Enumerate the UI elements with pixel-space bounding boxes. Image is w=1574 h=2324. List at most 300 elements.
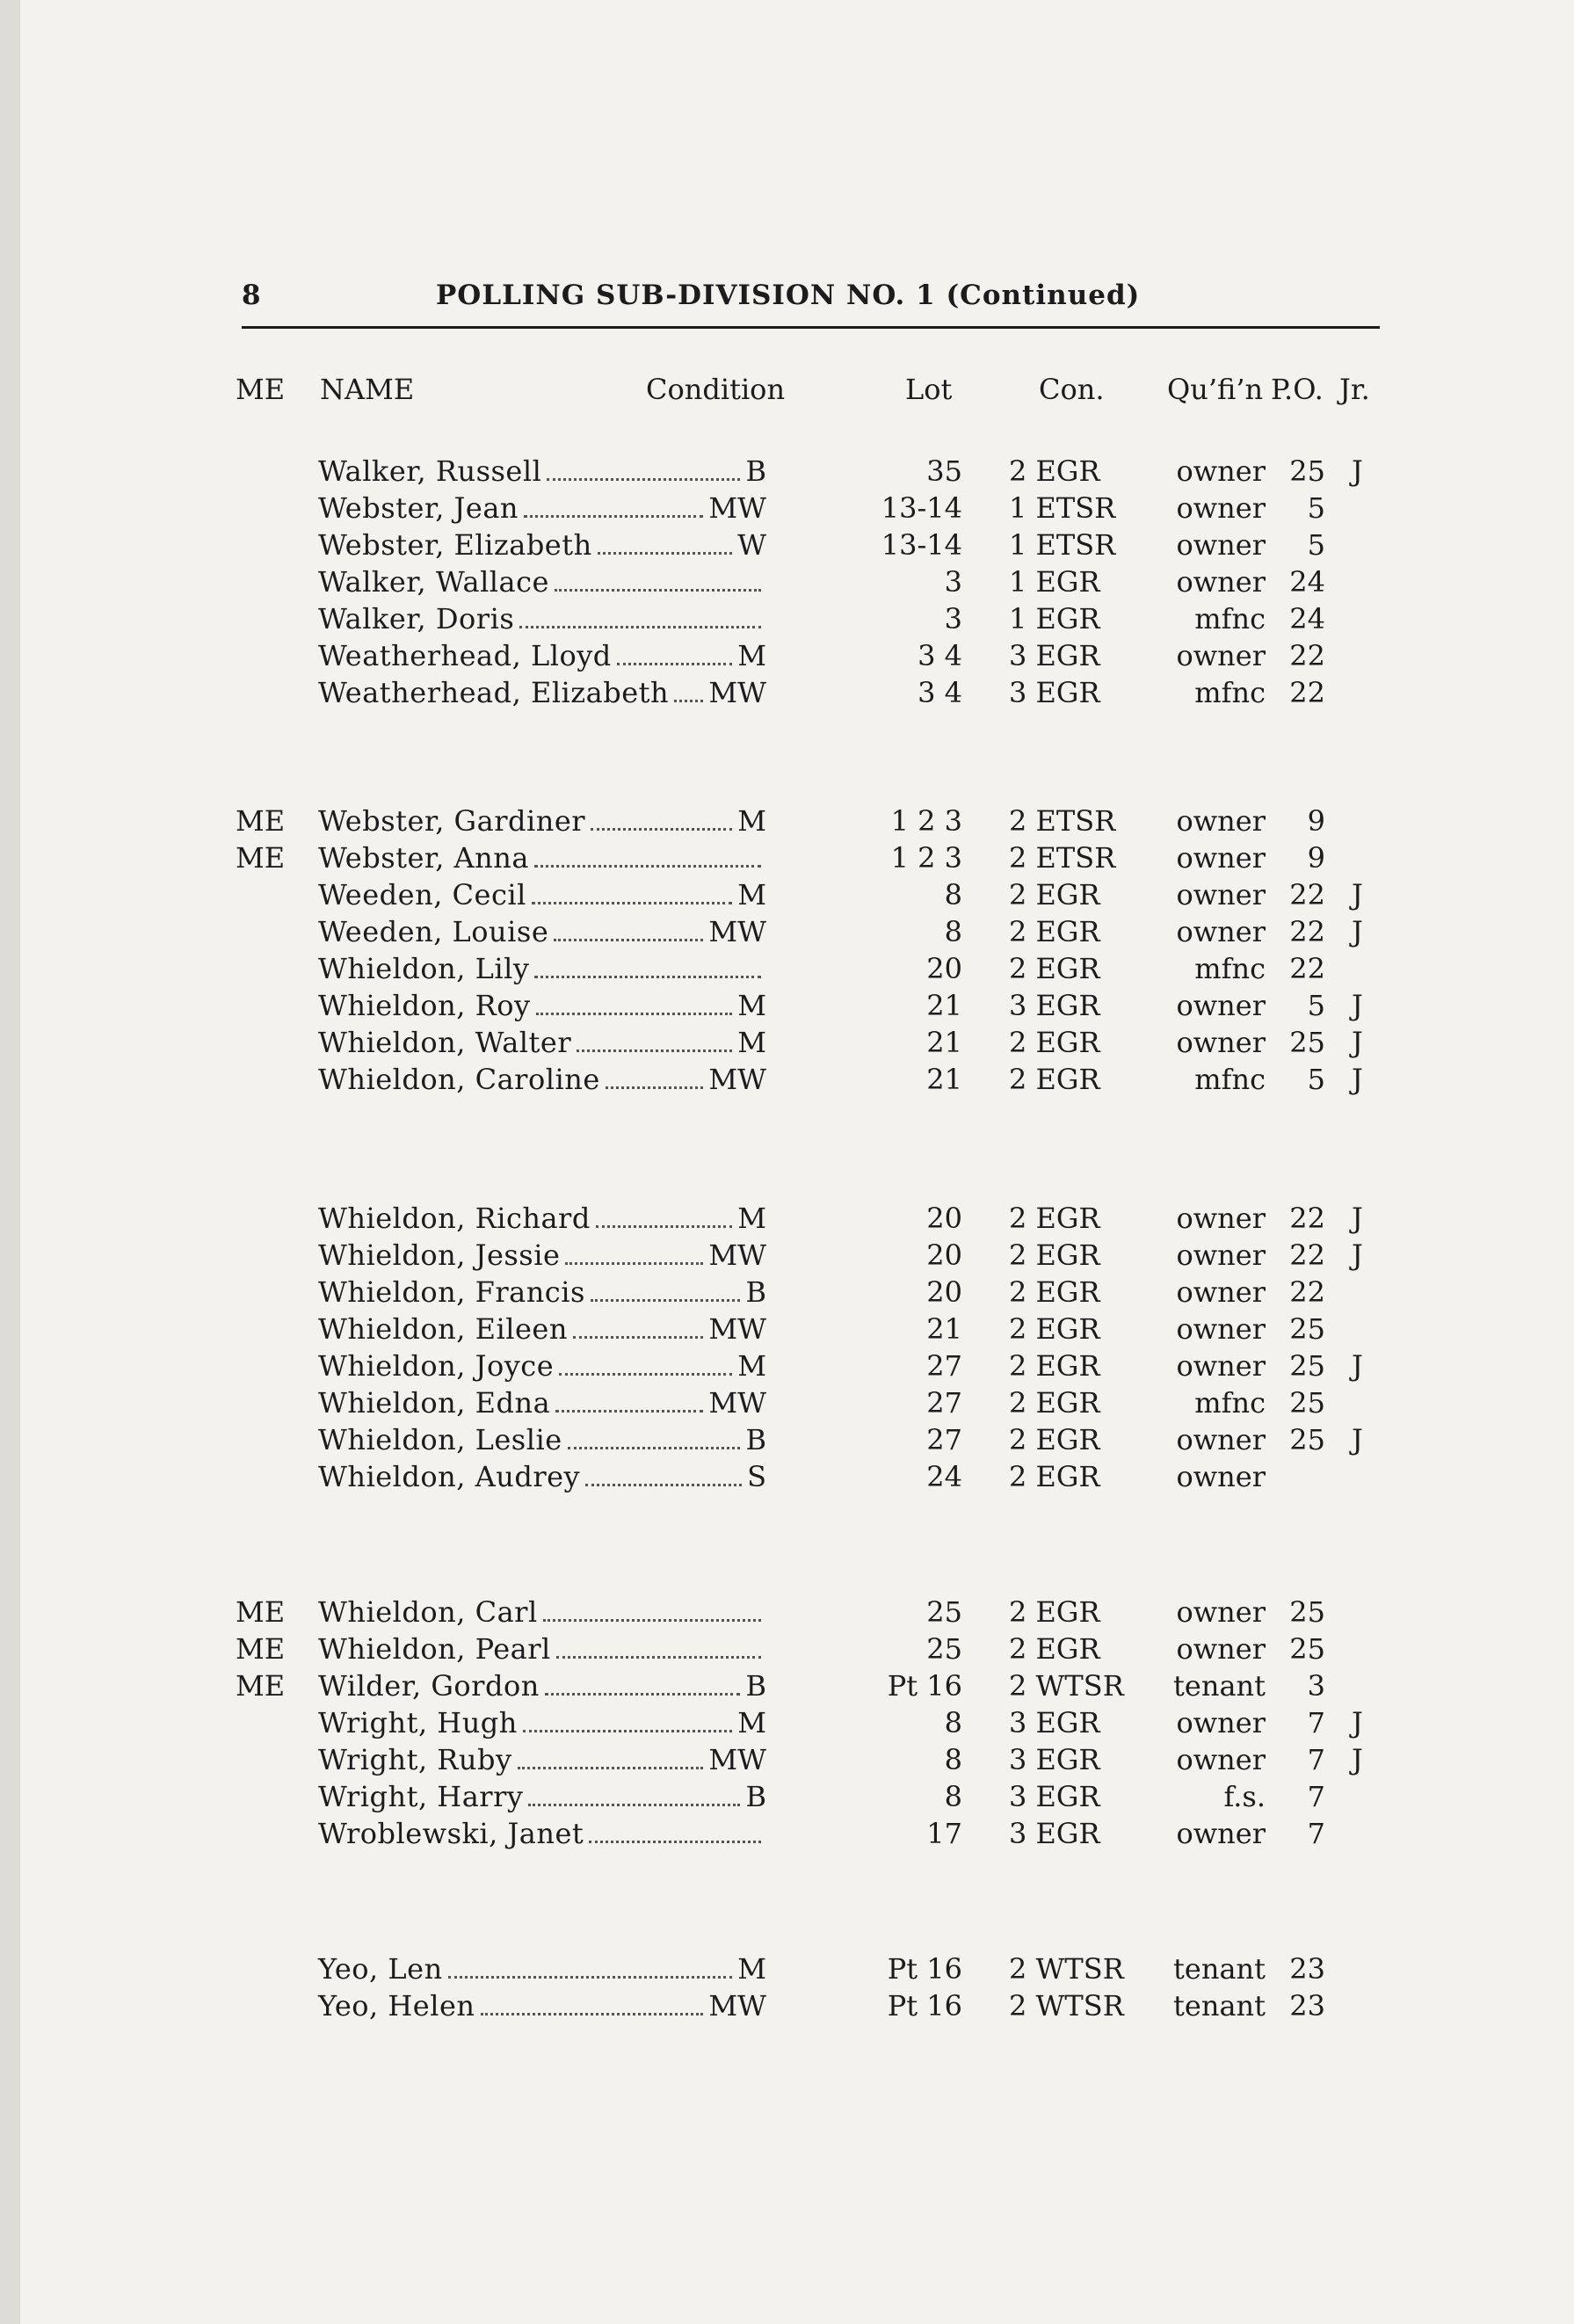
lot: 13-14	[881, 528, 962, 562]
table-row	[0, 1237, 1574, 1274]
qualification: mfnc	[1194, 952, 1266, 985]
lot: 8	[944, 878, 962, 911]
qualification: owner	[1176, 639, 1266, 672]
name-cell	[318, 1987, 766, 2024]
name-cell	[318, 876, 766, 913]
post-office: 22	[1289, 639, 1325, 672]
voter-name: Whieldon, Pearl	[318, 1632, 551, 1666]
post-office: 25	[1289, 1632, 1325, 1666]
post-office: 7	[1307, 1817, 1325, 1850]
leader-dots	[556, 1631, 761, 1659]
leader-dots	[573, 1311, 703, 1339]
leader-dots	[518, 1742, 704, 1769]
juror-marker: J	[1352, 1706, 1363, 1739]
lot: 24	[926, 1460, 962, 1493]
concession: 2 EGR	[1009, 1423, 1100, 1456]
condition: MW	[708, 491, 766, 525]
leader-dots	[555, 1385, 703, 1413]
qualification: owner	[1176, 1460, 1266, 1493]
leader-dots	[519, 601, 761, 628]
concession: 1 EGR	[1009, 565, 1100, 599]
post-office: 7	[1307, 1743, 1325, 1776]
juror-marker: J	[1352, 989, 1363, 1022]
condition: M	[737, 1026, 766, 1059]
concession: 2 EGR	[1009, 878, 1100, 911]
lot: 8	[944, 1706, 962, 1739]
concession: 2 EGR	[1009, 1460, 1100, 1493]
qualification: owner	[1176, 1632, 1266, 1666]
leader-dots	[589, 1816, 761, 1843]
concession: 2 EGR	[1009, 952, 1100, 985]
table-row	[0, 1630, 1574, 1667]
condition: M	[737, 1706, 766, 1739]
col-condition: Condition	[646, 373, 786, 406]
table-row	[0, 1421, 1574, 1458]
qualification: owner	[1176, 1312, 1266, 1346]
concession: 2 EGR	[1009, 1026, 1100, 1059]
name-cell	[318, 1237, 766, 1274]
name-cell	[318, 1061, 766, 1098]
name-cell	[318, 490, 766, 527]
table-row	[0, 1704, 1574, 1741]
condition: MW	[708, 1312, 766, 1346]
qualification: owner	[1176, 1706, 1266, 1739]
lot: Pt 16	[887, 1952, 962, 1986]
voter-name: Webster, Elizabeth	[318, 528, 592, 562]
lot: 35	[926, 454, 962, 488]
lot: 20	[926, 1275, 962, 1309]
voter-name: Yeo, Helen	[318, 1989, 475, 2023]
name-cell	[318, 1741, 766, 1778]
lot: 3	[944, 602, 962, 635]
leader-dots	[536, 988, 733, 1015]
post-office: 22	[1289, 878, 1325, 911]
name-cell	[318, 1274, 766, 1311]
table-row	[0, 1024, 1574, 1061]
lot: 21	[926, 1312, 962, 1346]
table-row	[0, 1458, 1574, 1495]
post-office: 22	[1289, 952, 1325, 985]
concession: 2 EGR	[1009, 454, 1100, 488]
concession: 2 EGR	[1009, 1063, 1100, 1096]
table-row	[0, 527, 1574, 563]
post-office: 22	[1289, 915, 1325, 948]
qualification: owner	[1176, 491, 1266, 525]
concession: 3 EGR	[1009, 989, 1100, 1022]
qualification: mfnc	[1194, 1063, 1266, 1096]
name-cell	[318, 1200, 766, 1237]
table-row	[0, 1741, 1574, 1778]
concession: 2 EGR	[1009, 1632, 1100, 1666]
name-cell	[318, 1458, 766, 1495]
concession: 1 ETSR	[1009, 528, 1116, 562]
name-cell	[318, 600, 766, 637]
name-cell	[318, 527, 766, 563]
post-office: 22	[1289, 676, 1325, 709]
name-cell	[318, 1815, 766, 1852]
page-title: POLLING SUB-DIVISION NO. 1 (Continued)	[436, 280, 1141, 311]
concession: 2 WTSR	[1009, 1669, 1124, 1703]
post-office: 5	[1307, 528, 1325, 562]
condition: MW	[708, 1989, 766, 2023]
juror-marker: J	[1352, 878, 1363, 911]
leader-dots	[543, 1594, 761, 1622]
qualification: owner	[1176, 1349, 1266, 1383]
juror-marker: J	[1352, 1743, 1363, 1776]
col-qualification: Qu’fi’n	[1167, 373, 1264, 406]
col-jr: Jr.	[1339, 373, 1370, 406]
condition: MW	[708, 676, 766, 709]
qualification: owner	[1176, 454, 1266, 488]
lot: Pt 16	[887, 1669, 962, 1703]
condition: M	[737, 878, 766, 911]
me-marker: ME	[236, 1632, 286, 1666]
qualification: mfnc	[1194, 602, 1266, 635]
post-office: 25	[1289, 1386, 1325, 1420]
voter-name: Weeden, Cecil	[318, 878, 526, 911]
leader-dots	[547, 454, 740, 481]
juror-marker: J	[1352, 454, 1363, 488]
page-number: 8	[242, 280, 261, 311]
leader-dots	[534, 951, 761, 978]
lot: 1 2 3	[890, 841, 962, 875]
leader-dots	[565, 1238, 703, 1265]
concession: 3 EGR	[1009, 1780, 1100, 1813]
name-cell	[318, 839, 766, 876]
post-office: 23	[1289, 1989, 1325, 2023]
table-row	[0, 1815, 1574, 1852]
lot: 21	[926, 1026, 962, 1059]
voter-name: Whieldon, Francis	[318, 1275, 585, 1309]
name-cell	[318, 453, 766, 490]
post-office: 9	[1307, 841, 1325, 875]
lot: 27	[926, 1349, 962, 1383]
concession: 1 EGR	[1009, 602, 1100, 635]
name-cell	[318, 1421, 766, 1458]
table-row	[0, 1384, 1574, 1421]
qualification: owner	[1176, 1817, 1266, 1850]
post-office: 24	[1289, 565, 1325, 599]
lot: 20	[926, 952, 962, 985]
qualification: owner	[1176, 1202, 1266, 1235]
qualification: tenant	[1173, 1669, 1266, 1703]
voter-name: Whieldon, Walter	[318, 1026, 572, 1059]
name-cell	[318, 950, 766, 987]
concession: 3 EGR	[1009, 1743, 1100, 1776]
condition: W	[737, 528, 766, 562]
post-office: 5	[1307, 1063, 1325, 1096]
condition: MW	[708, 1743, 766, 1776]
leader-dots	[568, 1422, 741, 1449]
voter-name: Whieldon, Jessie	[318, 1238, 561, 1272]
post-office: 22	[1289, 1275, 1325, 1309]
qualification: tenant	[1173, 1952, 1266, 1986]
col-po: P.O.	[1271, 373, 1324, 406]
name-cell	[318, 637, 766, 674]
name-cell	[318, 1778, 766, 1815]
post-office: 22	[1289, 1202, 1325, 1235]
condition: MW	[708, 1238, 766, 1272]
voter-name: Wright, Ruby	[318, 1743, 512, 1776]
table-row	[0, 453, 1574, 490]
table-row	[0, 637, 1574, 674]
concession: 2 EGR	[1009, 1349, 1100, 1383]
condition: B	[745, 1423, 766, 1456]
condition: M	[737, 989, 766, 1022]
lot: 20	[926, 1238, 962, 1272]
condition: M	[737, 1952, 766, 1986]
leader-dots	[598, 527, 732, 555]
table-row	[0, 674, 1574, 711]
table-row	[0, 803, 1574, 839]
table-row	[0, 1594, 1574, 1630]
table-row	[0, 1274, 1574, 1311]
post-office: 7	[1307, 1706, 1325, 1739]
leader-dots	[481, 1988, 704, 2015]
voter-name: Walker, Doris	[318, 602, 515, 635]
voter-name: Whieldon, Leslie	[318, 1423, 562, 1456]
voter-name: Whieldon, Lily	[318, 952, 530, 985]
concession: 3 EGR	[1009, 1706, 1100, 1739]
voter-name: Whieldon, Audrey	[318, 1460, 581, 1493]
qualification: mfnc	[1194, 676, 1266, 709]
concession: 2 EGR	[1009, 1275, 1100, 1309]
lot: 25	[926, 1595, 962, 1629]
lot: 8	[944, 915, 962, 948]
lot: 3 4	[918, 639, 962, 672]
qualification: owner	[1176, 565, 1266, 599]
col-me: ME	[236, 373, 286, 406]
voter-name: Whieldon, Caroline	[318, 1063, 600, 1096]
condition: M	[737, 639, 766, 672]
lot: 1 2 3	[890, 804, 962, 838]
lot: 3	[944, 565, 962, 599]
leader-dots	[448, 1951, 733, 1979]
condition: MW	[708, 915, 766, 948]
leader-dots	[591, 803, 732, 831]
leader-dots	[617, 638, 732, 665]
col-name: NAME	[320, 373, 415, 406]
post-office: 25	[1289, 1312, 1325, 1346]
qualification: mfnc	[1194, 1386, 1266, 1420]
leader-dots	[577, 1025, 732, 1052]
lot: Pt 16	[887, 1989, 962, 2023]
juror-marker: J	[1352, 915, 1363, 948]
name-cell	[318, 1667, 766, 1704]
condition: M	[737, 804, 766, 838]
lot: 27	[926, 1423, 962, 1456]
qualification: owner	[1176, 1275, 1266, 1309]
table-row	[0, 1987, 1574, 2024]
name-cell	[318, 674, 766, 711]
qualification: owner	[1176, 1595, 1266, 1629]
qualification: owner	[1176, 989, 1266, 1022]
voter-name: Whieldon, Joyce	[318, 1349, 555, 1383]
leader-dots	[585, 1459, 742, 1486]
table-row	[0, 1200, 1574, 1237]
post-office: 5	[1307, 491, 1325, 525]
post-office: 7	[1307, 1780, 1325, 1813]
name-cell	[318, 1594, 766, 1630]
post-office: 24	[1289, 602, 1325, 635]
table-row	[0, 987, 1574, 1024]
table-row	[0, 1778, 1574, 1815]
name-cell	[318, 1384, 766, 1421]
voter-name: Weeden, Louise	[318, 915, 549, 948]
voter-name: Wright, Hugh	[318, 1706, 518, 1739]
table-row	[0, 1311, 1574, 1347]
name-cell	[318, 563, 766, 600]
concession: 3 EGR	[1009, 639, 1100, 672]
leader-dots	[674, 675, 703, 702]
concession: 3 EGR	[1009, 1817, 1100, 1850]
concession: 2 WTSR	[1009, 1952, 1124, 1986]
lot: 8	[944, 1780, 962, 1813]
leader-dots	[555, 564, 761, 592]
leader-dots	[528, 1779, 740, 1806]
voter-name: Weatherhead, Elizabeth	[318, 676, 670, 709]
voter-name: Wilder, Gordon	[318, 1669, 540, 1703]
col-con: Con.	[1039, 373, 1105, 406]
condition: M	[737, 1349, 766, 1383]
qualification: owner	[1176, 1743, 1266, 1776]
table-row	[0, 1061, 1574, 1098]
table-row	[0, 839, 1574, 876]
voter-name: Wright, Harry	[318, 1780, 524, 1813]
condition: B	[745, 1669, 766, 1703]
condition: B	[745, 1275, 766, 1309]
qualification: f.s.	[1223, 1780, 1266, 1813]
voter-name: Whieldon, Roy	[318, 989, 531, 1022]
condition: B	[745, 1780, 766, 1813]
name-cell	[318, 1311, 766, 1347]
qualification: tenant	[1173, 1989, 1266, 2023]
concession: 2 EGR	[1009, 1238, 1100, 1272]
voter-name: Whieldon, Richard	[318, 1202, 591, 1235]
table-row	[0, 913, 1574, 950]
voter-name: Walker, Russell	[318, 454, 542, 488]
table-row	[0, 600, 1574, 637]
post-office: 25	[1289, 1349, 1325, 1383]
condition: B	[745, 454, 766, 488]
name-cell	[318, 803, 766, 839]
lot: 8	[944, 1743, 962, 1776]
voter-name: Webster, Anna	[318, 841, 529, 875]
leader-dots	[534, 840, 761, 868]
voter-name: Whieldon, Eileen	[318, 1312, 568, 1346]
table-row	[0, 490, 1574, 527]
name-cell	[318, 1630, 766, 1667]
condition: S	[747, 1460, 766, 1493]
voter-name: Whieldon, Edna	[318, 1386, 551, 1420]
table-row	[0, 1667, 1574, 1704]
voter-name: Walker, Wallace	[318, 565, 549, 599]
condition: MW	[708, 1063, 766, 1096]
post-office: 9	[1307, 804, 1325, 838]
concession: 2 EGR	[1009, 1595, 1100, 1629]
lot: 21	[926, 989, 962, 1022]
voter-name: Wroblewski, Janet	[318, 1817, 584, 1850]
voter-name: Webster, Gardiner	[318, 804, 586, 838]
lot: 20	[926, 1202, 962, 1235]
me-marker: ME	[236, 1595, 286, 1629]
condition: M	[737, 1202, 766, 1235]
juror-marker: J	[1352, 1238, 1363, 1272]
name-cell	[318, 1024, 766, 1061]
concession: 1 ETSR	[1009, 491, 1116, 525]
post-office: 5	[1307, 989, 1325, 1022]
table-row	[0, 876, 1574, 913]
voter-name: Webster, Jean	[318, 491, 519, 525]
name-cell	[318, 913, 766, 950]
qualification: owner	[1176, 878, 1266, 911]
post-office: 25	[1289, 1026, 1325, 1059]
me-marker: ME	[236, 841, 286, 875]
lot: 3 4	[918, 676, 962, 709]
qualification: owner	[1176, 528, 1266, 562]
name-cell	[318, 1347, 766, 1384]
qualification: owner	[1176, 1026, 1266, 1059]
lot: 17	[926, 1817, 962, 1850]
concession: 2 EGR	[1009, 1202, 1100, 1235]
concession: 2 ETSR	[1009, 804, 1116, 838]
table-row	[0, 950, 1574, 987]
post-office: 23	[1289, 1952, 1325, 1986]
lot: 27	[926, 1386, 962, 1420]
leader-dots	[532, 877, 732, 904]
table-row	[0, 1950, 1574, 1987]
name-cell	[318, 1950, 766, 1987]
voter-name: Whieldon, Carl	[318, 1595, 538, 1629]
post-office: 22	[1289, 1238, 1325, 1272]
qualification: owner	[1176, 1423, 1266, 1456]
qualification: owner	[1176, 1238, 1266, 1272]
leader-dots	[591, 1275, 741, 1302]
juror-marker: J	[1352, 1063, 1363, 1096]
juror-marker: J	[1352, 1202, 1363, 1235]
lot: 13-14	[881, 491, 962, 525]
table-row	[0, 1347, 1574, 1384]
me-marker: ME	[236, 804, 286, 838]
post-office: 25	[1289, 454, 1325, 488]
table-row	[0, 563, 1574, 600]
leader-dots	[606, 1062, 704, 1089]
concession: 2 EGR	[1009, 1386, 1100, 1420]
leader-dots	[596, 1201, 732, 1228]
lot: 25	[926, 1632, 962, 1666]
voter-name: Weatherhead, Lloyd	[318, 639, 612, 672]
concession: 2 WTSR	[1009, 1989, 1124, 2023]
post-office: 3	[1307, 1669, 1325, 1703]
post-office: 25	[1289, 1423, 1325, 1456]
name-cell	[318, 987, 766, 1024]
me-marker: ME	[236, 1669, 286, 1703]
post-office: 25	[1289, 1595, 1325, 1629]
concession: 2 ETSR	[1009, 841, 1116, 875]
name-cell	[318, 1704, 766, 1741]
voter-name: Yeo, Len	[318, 1952, 443, 1986]
leader-dots	[523, 1705, 732, 1732]
concession: 2 EGR	[1009, 915, 1100, 948]
lot: 21	[926, 1063, 962, 1096]
qualification: owner	[1176, 915, 1266, 948]
concession: 2 EGR	[1009, 1312, 1100, 1346]
juror-marker: J	[1352, 1026, 1363, 1059]
leader-dots	[524, 490, 703, 518]
concession: 3 EGR	[1009, 676, 1100, 709]
leader-dots	[554, 914, 703, 941]
qualification: owner	[1176, 804, 1266, 838]
